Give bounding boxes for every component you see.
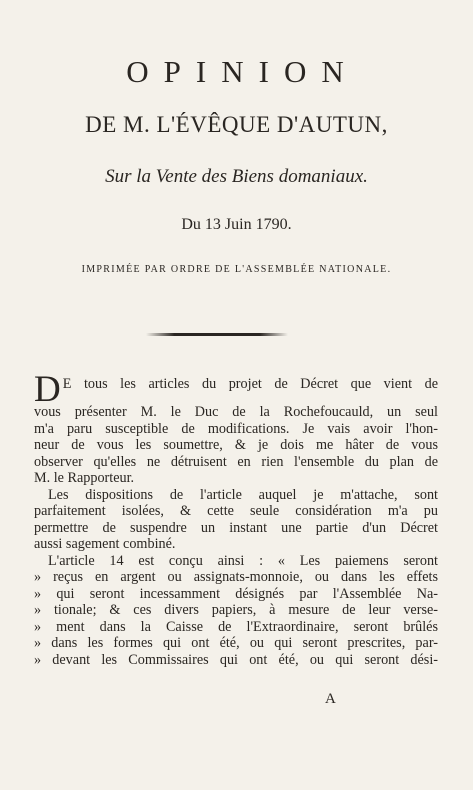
text-line: Les dispositions de l'article auquel je m'attache, sont [48, 486, 438, 503]
text-line: permettre de suspendre un instant une partie d'un Décret [34, 519, 438, 536]
text-line: parfaitement isolées, & cette seule considération m'a pu [34, 503, 438, 519]
signature-mark: A [325, 691, 336, 707]
text-line: D E tous les articles du projet de Décret que vient de [34, 369, 438, 410]
text-line: » dans les formes qui ont été, ou qui seront prescrites, par- [34, 635, 438, 651]
text-line: M. le Rapporteur. [34, 470, 135, 486]
document-subtitle: DE M. L'ÉVÊQUE D'AUTUN, [85, 112, 388, 137]
text-line: » devant les Commissaires qui ont été, ou qui seront dési- [34, 651, 438, 668]
text-line: » reçus en argent ou assignats-monnoie, ou dans les effets [34, 569, 438, 585]
decorative-rule [146, 333, 288, 336]
text-line: neur de vous les soumettre, & je dois me hâter de vous [34, 437, 438, 453]
drop-cap: D [34, 369, 61, 410]
text-line: aussi sagement combiné. [34, 536, 176, 552]
body-text [34, 369, 438, 668]
text-line: » qui seront incessamment désignés par l'Assemblée Na- [34, 585, 438, 602]
text-line: L'article 14 est conçu ainsi : « Les paiemens seront [48, 552, 438, 569]
imprint-notice: IMPRIMÉE PAR ORDRE DE L'ASSEMBLÉE NATIONALE. [81, 264, 392, 275]
text-line: observer qu'elles ne détruisent en rien l'ensemble du plan de [34, 453, 438, 470]
document-date: Du 13 Juin 1790. [181, 216, 292, 233]
text-line: » tionale; & ces divers papiers, à mesure de leur verse- [34, 602, 438, 618]
text-line: » ment dans la Caisse de l'Extraordinaire, seront brûlés [34, 618, 438, 635]
document-topic: Sur la Vente des Biens domaniaux. [105, 166, 368, 187]
document-title: OPINION [126, 54, 359, 89]
text-line: vous présenter M. le Duc de la Rochefoucauld, un seul [34, 404, 438, 420]
text-line: m'a paru susceptible de modifications. Je vais avoir l'hon- [34, 420, 438, 437]
